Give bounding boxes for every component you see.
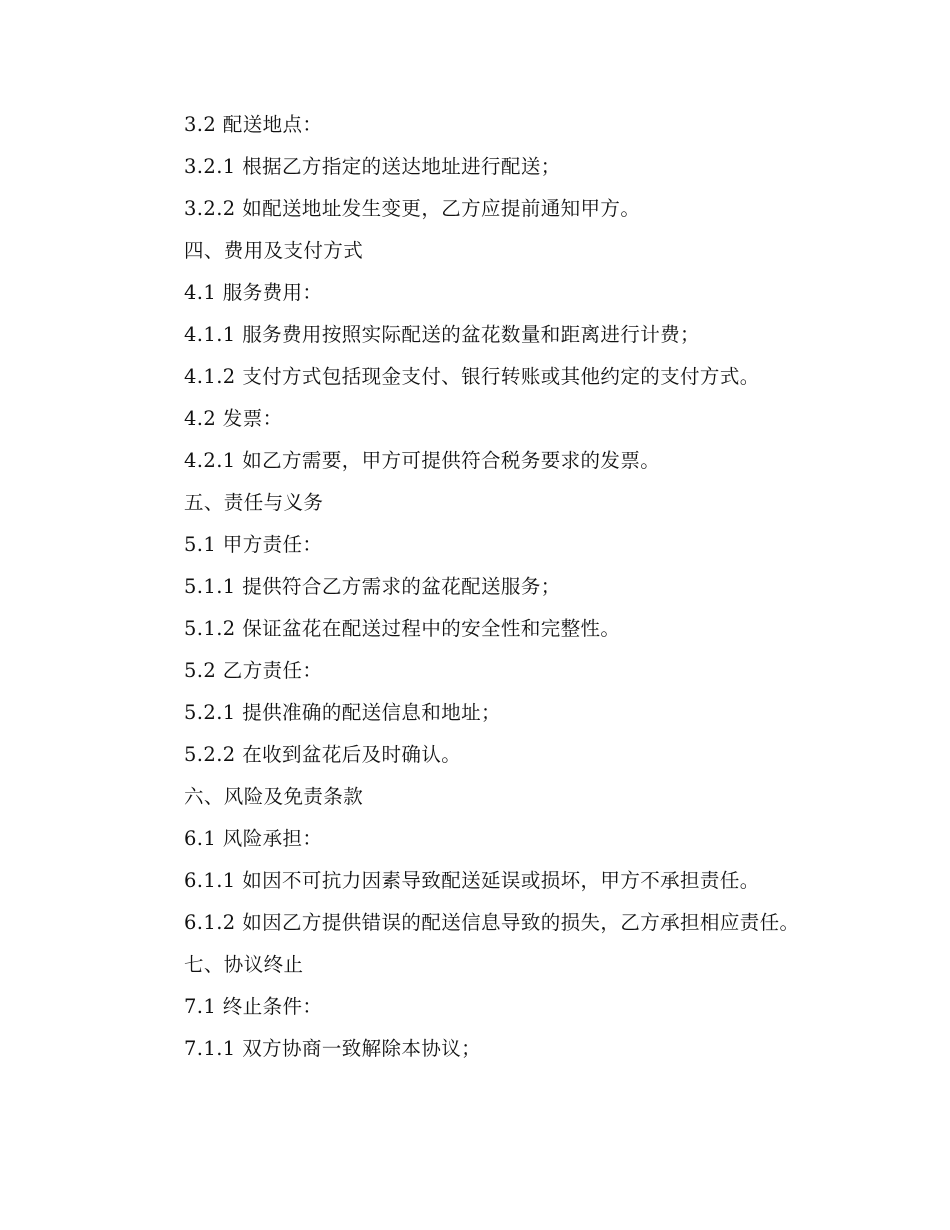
section-7-heading: 七、协议终止 [184, 953, 304, 976]
clause-4-1-1: 4.1.1 服务费用按照实际配送的盆花数量和距离进行计费； [184, 323, 700, 346]
clause-6-1-heading: 6.1 风险承担： [184, 827, 323, 850]
clause-4-2-1: 4.2.1 如乙方需要，甲方可提供符合税务要求的发票。 [184, 449, 661, 472]
clause-7-1-heading: 7.1 终止条件： [184, 995, 323, 1018]
document-body [140, 104, 820, 1070]
section-6-heading: 六、风险及免责条款 [184, 785, 364, 808]
clause-6-1-1: 6.1.1 如因不可抗力因素导致配送延误或损坏，甲方不承担责任。 [184, 869, 760, 892]
clause-3-2-2: 3.2.2 如配送地址发生变更，乙方应提前通知甲方。 [184, 197, 641, 220]
clause-5-1-heading: 5.1 甲方责任： [184, 533, 323, 556]
section-5-heading: 五、责任与义务 [184, 491, 324, 514]
clause-3-2-heading: 3.2 配送地点： [184, 113, 323, 136]
clause-4-1-2: 4.1.2 支付方式包括现金支付、银行转账或其他约定的支付方式。 [184, 365, 760, 388]
clause-5-2-1: 5.2.1 提供准确的配送信息和地址； [184, 701, 501, 724]
clause-6-1-2: 6.1.2 如因乙方提供错误的配送信息导致的损失，乙方承担相应责任。 [184, 911, 800, 934]
clause-7-1-1: 7.1.1 双方协商一致解除本协议； [184, 1037, 482, 1060]
clause-5-1-1: 5.1.1 提供符合乙方需求的盆花配送服务； [184, 575, 561, 598]
clause-5-1-2: 5.1.2 保证盆花在配送过程中的安全性和完整性。 [184, 617, 621, 640]
clause-5-2-heading: 5.2 乙方责任： [184, 659, 323, 682]
section-4-heading: 四、费用及支付方式 [184, 239, 364, 262]
clause-5-2-2: 5.2.2 在收到盆花后及时确认。 [184, 743, 462, 766]
clause-3-2-1: 3.2.1 根据乙方指定的送达地址进行配送； [184, 155, 561, 178]
clause-4-2-heading: 4.2 发票： [184, 407, 283, 430]
clause-4-1-heading: 4.1 服务费用： [184, 281, 323, 304]
